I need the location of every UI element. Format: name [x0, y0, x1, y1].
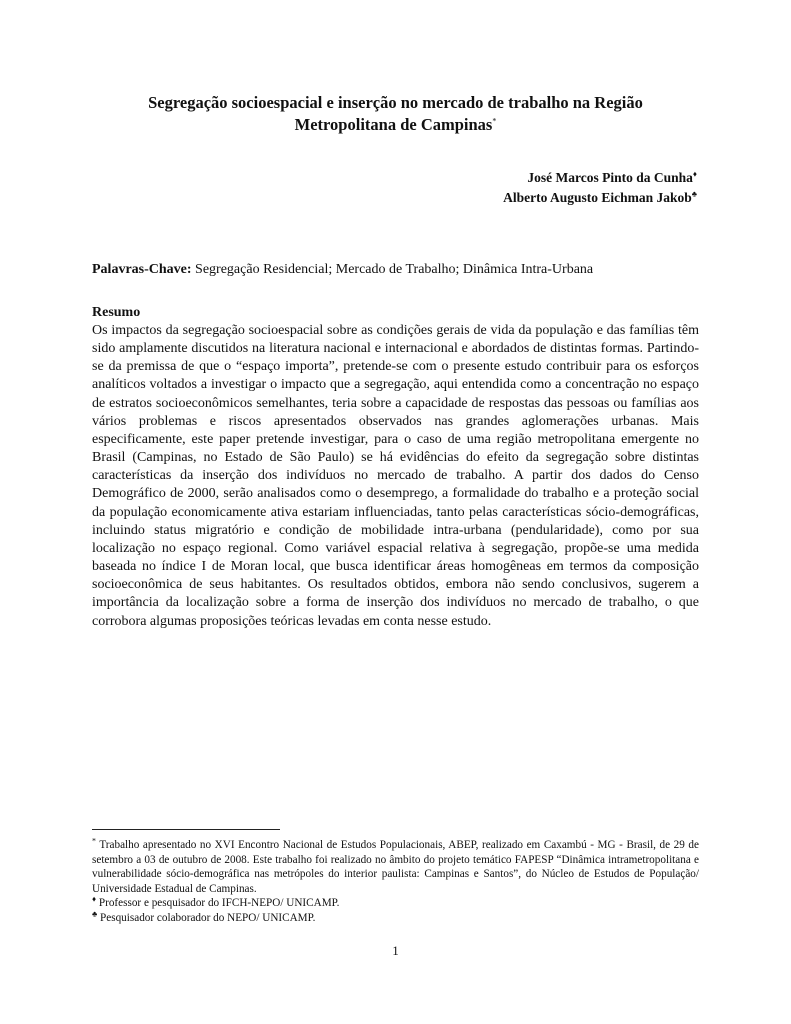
paper-title — [92, 92, 699, 136]
footnote-2 — [92, 896, 699, 911]
abstract-heading: Resumo — [92, 305, 141, 320]
keywords-label: Palavras-Chave: — [92, 262, 192, 277]
club-icon: ♣ — [691, 189, 697, 199]
footnote-3-text: Pesquisador colaborador do NEPO/ UNICAMP. — [97, 911, 316, 924]
author-list — [503, 168, 697, 208]
footnote-divider — [92, 829, 280, 830]
footnote-1 — [92, 838, 699, 896]
diamond-icon: ♦ — [692, 169, 697, 179]
title-footnote-mark: * — [492, 116, 497, 126]
author-2-name: Alberto Augusto Eichman Jakob — [503, 190, 692, 205]
footnote-1-text: Trabalho apresentado no XVI Encontro Nacional de Estudos Populacionais, ABEP, realizado em Caxambú - MG - Brasil, de 29 de setembro a 03 de outubro de 2008. Este trabalho foi realizado no âmbito do projeto temático FAPESP “Dinâmica intrametropolitana e vulnerabilidade sócio-demográfica nas metrópoles do interior paulista: Campinas e Santos”, do Núcleo de Estudos de População/ Universidade Estadual de Campinas. — [92, 839, 699, 895]
club-icon: ♣ — [92, 908, 98, 918]
footnote-1-mark: * — [92, 836, 96, 846]
footnote-3 — [92, 908, 699, 926]
diamond-icon: ♦ — [92, 894, 97, 904]
page-number: 1 — [392, 943, 399, 958]
footnotes — [92, 838, 699, 925]
author-1-name: José Marcos Pinto da Cunha — [527, 170, 693, 185]
abstract-body: Os impactos da segregação socioespacial sobre as condições gerais de vida da população e das famílias têm sido amplamente discutidos na literatura nacional e internacional e abordados de distintas formas. Partindo-se da premissa de que o “espaço importa”, pretende-se com o presente estudo contribuir para os esforços analíticos voltados a investigar o impacto que a segregação, aqui entendida como a concentração no espaço de estratos socioeconômicos semelhantes, teria sobre a capacidade de respostas das pessoas ou famílias aos vários problemas e riscos apresentados observados nas grandes aglomerações urbanas. Mais especificamente, este paper pretende investigar, para o caso de uma região metropolitana emergente no Brasil (Campinas, no Estado de São Paulo) se há evidências do efeito da segregação sobre distintas características da inserção dos indivíduos no mercado de trabalho. A partir dos dados do Censo Demográfico de 2000, serão analisados como o desemprego, a formalidade do trabalho e a proteção social da população economicamente ativa estariam influenciadas, tanto pelas características sócio-demográficas, incluindo status migratório e condição de mobilidade intra-urbana (pendularidade), como por sua localização no espaço regional. Como variável espacial relativa à segregação, propõe-se uma medida baseada no índice I de Moran local, que busca identificar áreas homogêneas em termos da composição socioeconômica de seus habitantes. Os resultados obtidos, embora não sendo conclusivos, sugerem a importância da localização sobre a forma de inserção dos indivíduos no mercado de trabalho, o que corrobora algumas proposições teóricas levadas em conta nesse estudo. — [92, 323, 699, 629]
author-1 — [503, 168, 697, 188]
footnote-2-text: Professor e pesquisador do IFCH-NEPO/ UNICAMP. — [96, 897, 340, 909]
author-2 — [503, 188, 697, 208]
keywords-line — [92, 261, 702, 279]
keywords-text: Segregação Residencial; Mercado de Trabalho; Dinâmica Intra-Urbana — [191, 262, 594, 277]
title-line-1: Segregação socioespacial e inserção no mercado de trabalho na Região — [148, 93, 643, 112]
title-line-2: Metropolitana de Campinas — [294, 115, 493, 134]
